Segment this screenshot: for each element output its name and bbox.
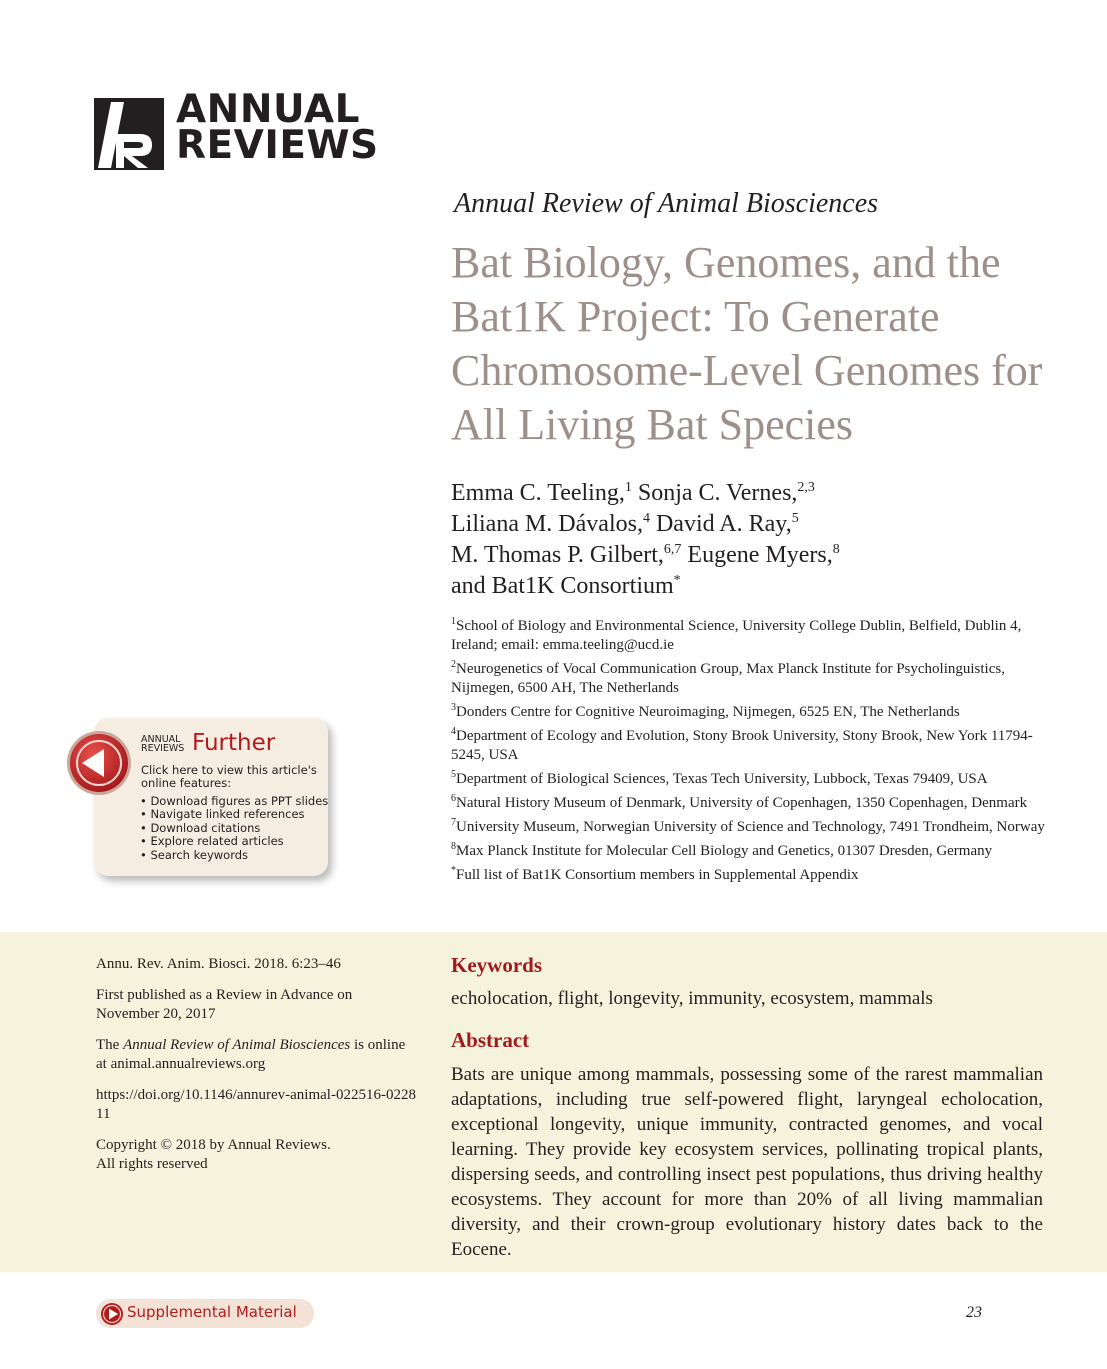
play-icon[interactable] bbox=[100, 1302, 124, 1326]
further-features-list bbox=[140, 795, 328, 862]
list-item: • Explore related articles bbox=[140, 835, 328, 848]
supplemental-material-label[interactable]: Supplemental Material bbox=[127, 1303, 297, 1321]
affiliation-item: $^4$Department of Ecology and Evolution, Stony Brook University, Stony Brook, New York 11794-5245, USA bbox=[451, 726, 1033, 763]
logo-wordmark bbox=[176, 87, 379, 168]
keywords-text: echolocation, flight, longevity, immunity, ecosystem, mammals bbox=[451, 988, 933, 1009]
author-2: Sonja C. Vernes,$^{2,3}$ bbox=[637, 480, 815, 506]
further-logo-small: ANNUAL REVIEWS bbox=[141, 734, 185, 754]
author-4: David A. Ray,$^5$ bbox=[655, 511, 799, 537]
logo-line-2: REVIEWS bbox=[176, 123, 379, 168]
logo-line-1: ANNUAL bbox=[176, 87, 360, 132]
list-item: • Search keywords bbox=[140, 849, 328, 862]
ar-logo-mark-icon bbox=[94, 98, 164, 170]
page-number: 23 bbox=[966, 1304, 982, 1321]
affiliation-item: $^5$Department of Biological Sciences, Texas Tech University, Lubbock, Texas 79409, USA bbox=[451, 769, 988, 787]
list-item: • Download citations bbox=[140, 822, 328, 835]
abstract-heading: Abstract bbox=[451, 1028, 530, 1052]
affiliation-item: $^3$Donders Centre for Cognitive Neuroimaging, Nijmegen, 6525 EN, The Netherlands bbox=[451, 702, 960, 720]
article-title: Bat Biology, Genomes, and the Bat1K Project: To Generate Chromosome-Level Genomes for All Living Bat Species bbox=[451, 238, 1043, 449]
further-description: Click here to view this article's online features: bbox=[141, 763, 317, 790]
article-metadata bbox=[96, 955, 416, 1186]
affiliation-item: $^2$Neurogenetics of Vocal Communication Group, Max Planck Institute for Psycholinguistics, Nijmegen, 6500 AH, The Netherlands bbox=[451, 659, 1005, 696]
click-here-link[interactable]: Click here bbox=[141, 763, 198, 777]
author-5: M. Thomas P. Gilbert,$^{6,7}$ bbox=[451, 542, 682, 568]
first-published: First published as a Review in Advance on November 20, 2017 bbox=[96, 987, 353, 1022]
affiliation-item: $^8$Max Planck Institute for Molecular Cell Biology and Genetics, 01307 Dresden, Germany bbox=[451, 841, 993, 859]
affiliation-item: $^6$Natural History Museum of Denmark, University of Copenhagen, 1350 Copenhagen, Denmark bbox=[451, 793, 1028, 811]
list-item: • Download figures as PPT slides bbox=[140, 795, 328, 808]
abstract-text: Bats are unique among mammals, possessing some of the rarest mammalian adaptations, including true self-powered flight, laryngeal echolocation, exceptional longevity, unique immunity, contracted genomes, and vocal learning. They provide key ecosystem services, pollinating tropical plants, dispersing seeds, and controlling insect pest populations, thus driving healthy ecosystems. They account for more than 20% of all living mammalian diversity, and their crown-group evolutionary history dates back to the Eocene. bbox=[451, 1064, 1043, 1260]
keywords-heading: Keywords bbox=[451, 953, 542, 977]
author-7: and Bat1K Consortium* bbox=[451, 573, 681, 599]
journal-name: Annual Review of Animal Biosciences bbox=[454, 188, 879, 219]
author-6: Eugene Myers,$^8$ bbox=[687, 542, 840, 568]
affiliation-item: $^7$University Museum, Norwegian University of Science and Technology, 7491 Trondheim, Norway bbox=[451, 817, 1045, 835]
affiliation-item: $^1$School of Biology and Environmental Science, University College Dublin, Belfield, Dublin 4, Ireland; email: emma.teeling@ucd.ie bbox=[451, 616, 1022, 653]
annual-reviews-logo bbox=[94, 87, 379, 172]
online-at: The Annual Review of Animal Biosciences is online at animal.annualreviews.org bbox=[96, 1037, 406, 1072]
affiliation-list bbox=[451, 617, 1051, 890]
doi-link[interactable]: https://doi.org/10.1146/annurev-animal-022516-022811 bbox=[96, 1087, 416, 1122]
author-1: Emma C. Teeling,$^1$ bbox=[451, 480, 632, 506]
citation: Annu. Rev. Anim. Biosci. 2018. 6:23–46 bbox=[96, 956, 341, 972]
list-item: • Navigate linked references bbox=[140, 808, 328, 821]
play-back-arrow-icon[interactable] bbox=[66, 730, 132, 796]
affiliation-item: *Full list of Bat1K Consortium members in Supplemental Appendix bbox=[451, 865, 859, 883]
further-title: Further bbox=[192, 730, 276, 756]
copyright: Copyright © 2018 by Annual Reviews. All rights reserved bbox=[96, 1137, 331, 1172]
author-list bbox=[451, 478, 1071, 602]
author-3: Liliana M. Dávalos,$^4$ bbox=[451, 511, 650, 537]
